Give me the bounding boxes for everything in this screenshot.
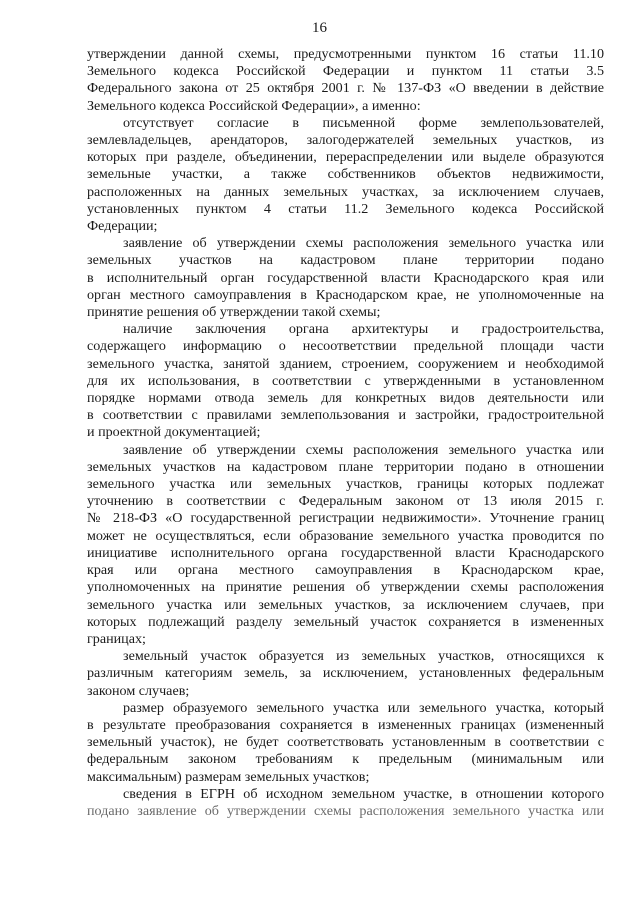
text-line: наличие заключения органа архитектуры и градостроительства, (123, 321, 604, 338)
text-line: сведения в ЕГРН об исходном земельном участке, в отношении которого (123, 785, 604, 802)
text-line: земельные участки, а также собственников объектов недвижимости, (87, 166, 604, 183)
text-line: установленных пунктом 4 статьи 11.2 Земельного кодекса Российской (87, 200, 604, 217)
text-line: и проектной документацией; (87, 424, 261, 441)
text-line: в соответствии с правилами землепользования и застройки, градостроительной (87, 407, 604, 424)
text-line: содержащего информацию о несоответствии предельной площади части (87, 338, 604, 355)
text-line: земельных участков на кадастровом плане территории подано (87, 252, 604, 269)
text-line: заявление об утверждении схемы расположения земельного участка или (123, 235, 604, 252)
text-line: в результате преобразования сохраняется в измененных границах (измененный (87, 716, 604, 733)
text-line: в исполнительный орган государственной власти Краснодарского края или (87, 269, 604, 286)
text-line: земельных участков на кадастровом плане территории подано в отношении (87, 458, 604, 475)
paragraph (87, 321, 604, 441)
paragraph (87, 115, 604, 235)
text-line: размер образуемого земельного участка или земельного участка, который (123, 699, 604, 716)
text-line: Федерации; (87, 218, 158, 235)
text-line: принятие решения об утверждении такой схемы; (87, 304, 381, 321)
paragraph (87, 786, 604, 820)
text-line: подано заявление об утверждении схемы расположения земельного участка или (87, 802, 604, 819)
text-line: инициативе исполнительного органа государственной власти Краснодарского (87, 544, 604, 561)
text-line: земельный участок), не будет соответствовать установленным в соответствии с (87, 734, 604, 751)
paragraph (87, 235, 604, 321)
text-line: земельного участка, занятой зданием, строением, сооружением и необходимой (87, 355, 604, 372)
text-line: федеральным законом требованиям к предельным (минимальным или (87, 751, 604, 768)
page-number: 16 (312, 20, 327, 36)
text-line: различным категориям земель, за исключением, установленных федеральным (87, 665, 604, 682)
text-line: которых при разделе, объединении, перераспределении или выделе образуются (87, 149, 604, 166)
text-line: Земельного кодекса Российской Федерации и пунктом 11 статьи 3.5 (87, 63, 604, 80)
text-line: максимальным) размерам земельных участков; (87, 768, 370, 785)
text-line: земельный участок образуется из земельных участков, относящихся к (123, 648, 604, 665)
text-line: границах; (87, 630, 146, 647)
paragraph (87, 46, 604, 115)
paragraph (87, 648, 604, 700)
text-line: Федерального закона от 25 октября 2001 г. № 137-ФЗ «О введении в действие (87, 80, 604, 97)
paragraph (87, 700, 604, 786)
text-line: земельного участка или земельных участков, за исключением случаев, при (87, 596, 604, 613)
text-line: может не осуществляться, если образование земельного участка проводится по (87, 527, 604, 544)
paragraph (87, 442, 604, 648)
text-line: отсутствует согласие в письменной форме землепользователей, (123, 114, 604, 131)
text-line: которых подлежащий разделу земельный участок сохраняется в измененных (87, 613, 604, 630)
text-line: Земельного кодекса Российской Федерации», а именно: (87, 97, 421, 114)
text-line: орган местного самоуправления в Краснодарском крае, не уполномоченные на (87, 286, 604, 303)
text-line: утверждении данной схемы, предусмотренными пунктом 16 статьи 11.10 (87, 46, 604, 62)
text-line: № 218-ФЗ «О государственной регистрации недвижимости». Уточнение границ (87, 510, 604, 527)
text-line: уточнению в соответствии с Федеральным законом от 13 июля 2015 г. (87, 493, 604, 510)
text-line: законом случаев; (87, 682, 190, 699)
text-line: уполномоченных на принятие решения об утверждении схемы расположения (87, 579, 604, 596)
text-line: заявление об утверждении схемы расположения земельного участка или (123, 441, 604, 458)
text-line: землевладельцев, арендаторов, залогодержателей земельных участков, из (87, 132, 604, 149)
text-line: расположенных на данных земельных участках, за исключением случаев, (87, 183, 604, 200)
text-line: края или органа местного самоуправления в Краснодарском крае, (87, 562, 604, 579)
document-body (87, 46, 604, 820)
text-line: земельного участка или земельных участков, границы которых подлежат (87, 476, 604, 493)
text-line: для их использования, в соответствии с утвержденными в установленном (87, 372, 604, 389)
text-line: порядке нормами отвода земель для конкретных видов деятельности или (87, 390, 604, 407)
